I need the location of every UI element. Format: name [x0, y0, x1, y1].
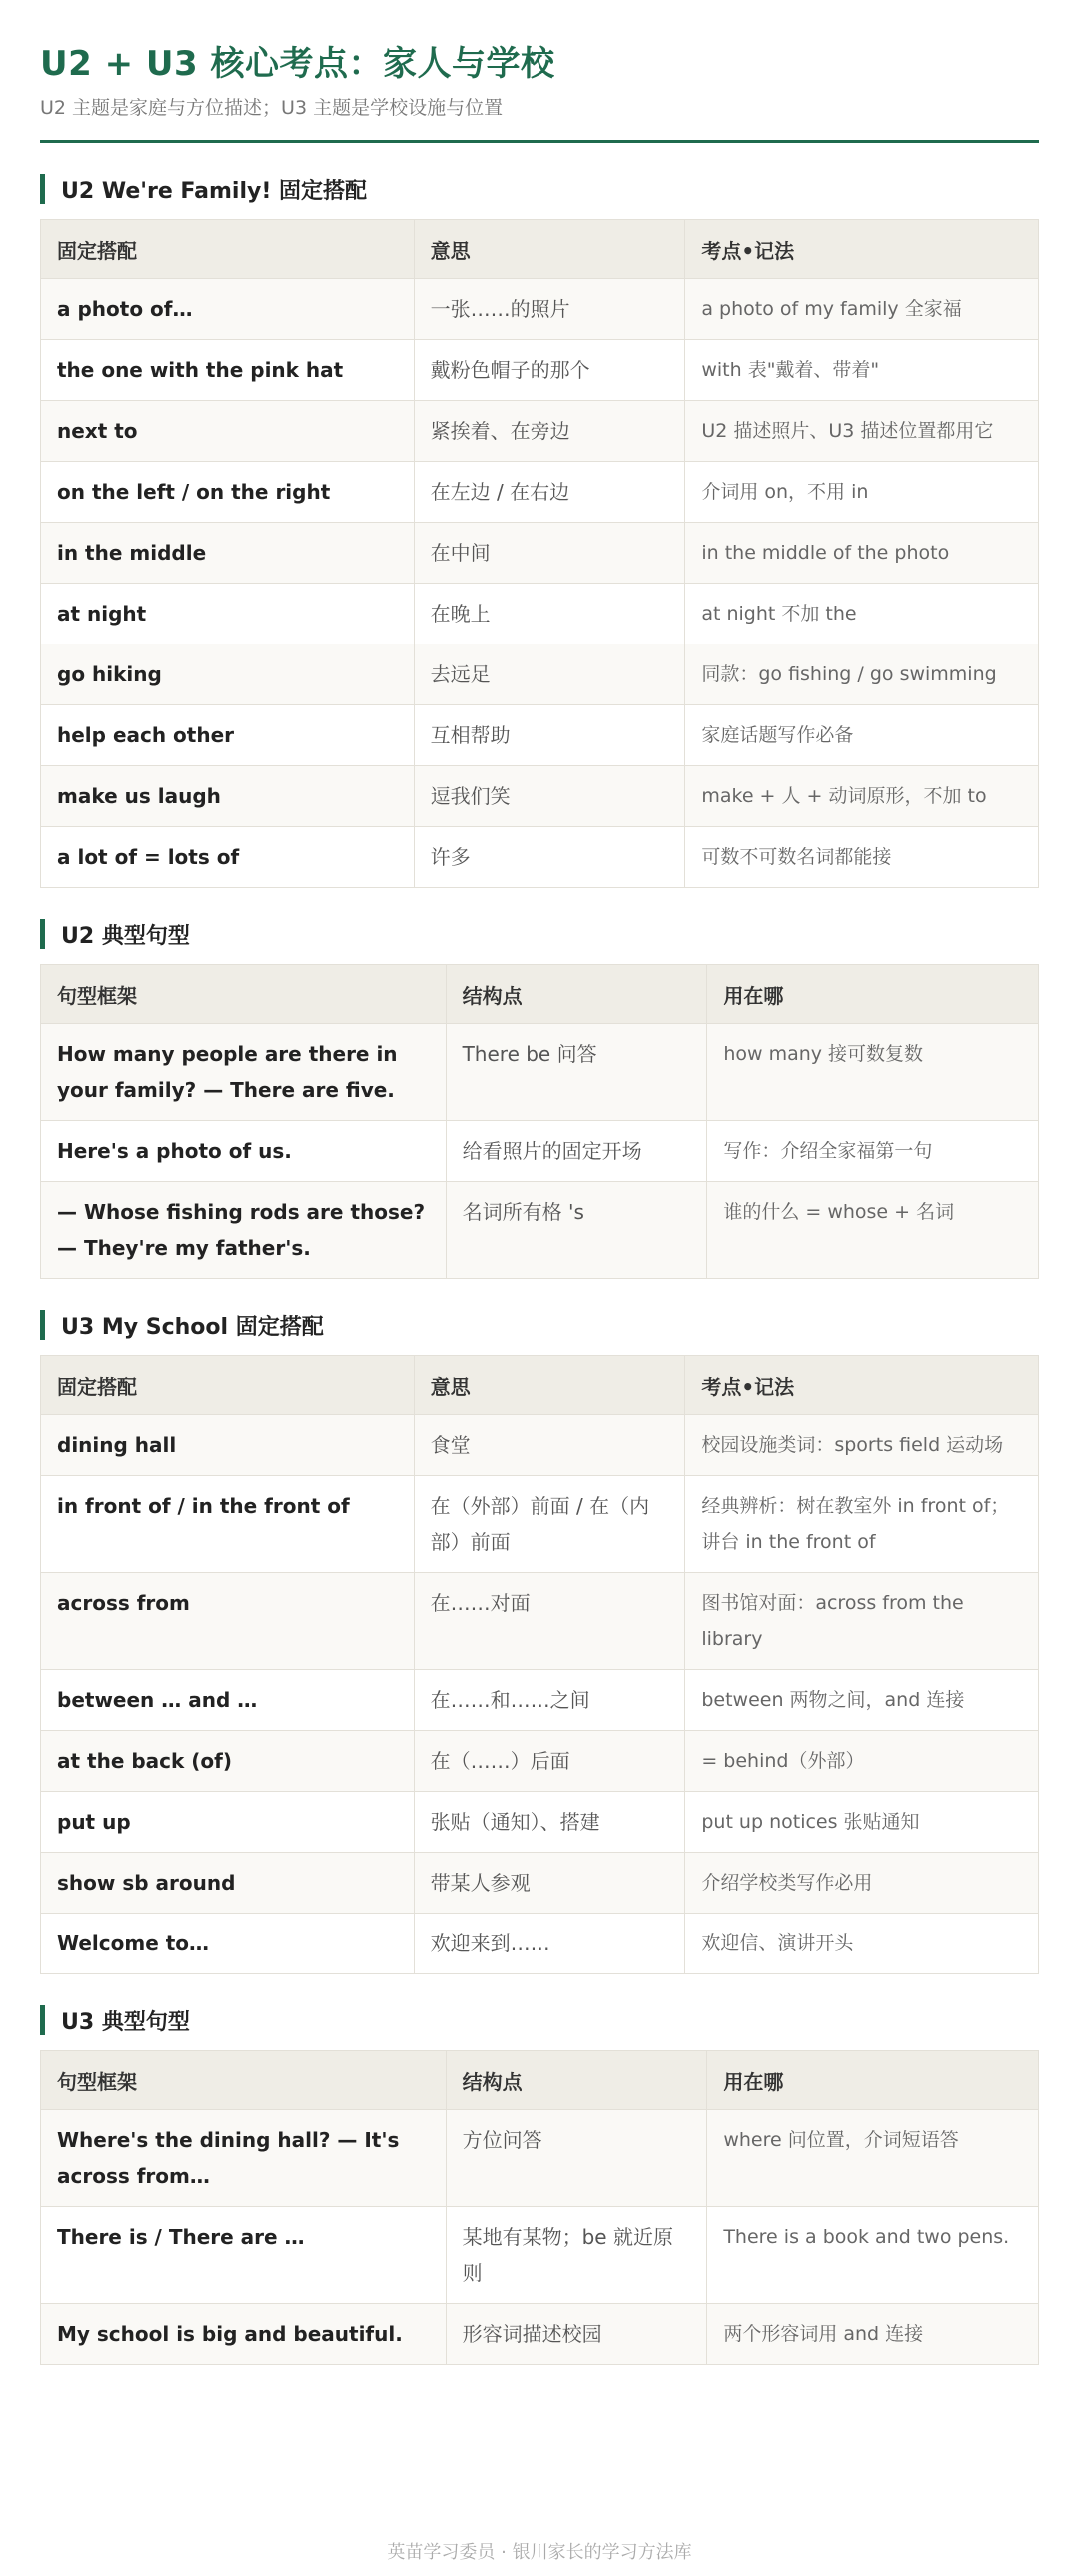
term-cell: put up — [41, 1792, 415, 1853]
section — [40, 173, 1039, 888]
term-cell: — Whose fishing rods are those? — They're my father's. — [41, 1182, 447, 1279]
note-cell: 图书馆对面：across from the library — [685, 1573, 1039, 1670]
table-row — [41, 644, 1039, 705]
table-row — [41, 584, 1039, 644]
meaning-cell: 在……和……之间 — [414, 1670, 685, 1731]
table-row — [41, 1853, 1039, 1914]
term-cell: on the left / on the right — [41, 462, 415, 523]
section-title: U3 典型句型 — [61, 2009, 190, 2035]
section-heading — [40, 1309, 1039, 1341]
table-row — [41, 523, 1039, 584]
column-header: 固定搭配 — [41, 1356, 415, 1415]
note-cell: 写作：介绍全家福第一句 — [707, 1121, 1039, 1182]
meaning-cell: 在（外部）前面 / 在（内部）前面 — [414, 1476, 685, 1573]
table-header-row — [41, 965, 1039, 1024]
table-row — [41, 766, 1039, 827]
meaning-cell: 给看照片的固定开场 — [446, 1121, 707, 1182]
column-header: 意思 — [414, 1356, 685, 1415]
table-row — [41, 1792, 1039, 1853]
meaning-cell: 逗我们笑 — [414, 766, 685, 827]
note-cell: 家庭话题写作必备 — [685, 705, 1039, 766]
table-row — [41, 827, 1039, 888]
meaning-cell: 去远足 — [414, 644, 685, 705]
note-cell: put up notices 张贴通知 — [685, 1792, 1039, 1853]
section-heading — [40, 2004, 1039, 2036]
meaning-cell: 名词所有格 's — [446, 1182, 707, 1279]
table-header-row — [41, 1356, 1039, 1415]
term-cell: across from — [41, 1573, 415, 1670]
meaning-cell: 欢迎来到…… — [414, 1914, 685, 1974]
section-title: U2 We're Family! 固定搭配 — [61, 178, 368, 204]
table-row — [41, 1731, 1039, 1792]
table-row — [41, 1024, 1039, 1121]
table-row — [41, 2110, 1039, 2207]
note-cell: make + 人 + 动词原形，不加 to — [685, 766, 1039, 827]
term-cell: in the middle — [41, 523, 415, 584]
note-cell: 谁的什么 = whose + 名词 — [707, 1182, 1039, 1279]
table-row — [41, 1121, 1039, 1182]
term-cell: at the back (of) — [41, 1731, 415, 1792]
meaning-cell: 食堂 — [414, 1415, 685, 1476]
section-title: U2 典型句型 — [61, 923, 190, 949]
term-cell: next to — [41, 401, 415, 462]
term-cell: How many people are there in your family? — There are five. — [41, 1024, 447, 1121]
section-accent-bar — [40, 174, 45, 204]
term-cell: There is / There are … — [41, 2207, 447, 2304]
meaning-cell: 一张……的照片 — [414, 279, 685, 340]
page-subtitle: U2 主题是家庭与方位描述；U3 主题是学校设施与位置 — [40, 97, 504, 119]
table-row — [41, 705, 1039, 766]
column-header: 考点•记法 — [685, 220, 1039, 279]
term-cell: Welcome to… — [41, 1914, 415, 1974]
section-accent-bar — [40, 2005, 45, 2035]
table-row — [41, 1670, 1039, 1731]
data-table — [40, 1355, 1039, 1974]
meaning-cell: 形容词描述校园 — [446, 2304, 707, 2365]
term-cell: between … and … — [41, 1670, 415, 1731]
meaning-cell: 紧挨着、在旁边 — [414, 401, 685, 462]
note-cell: 介词用 on，不用 in — [685, 462, 1039, 523]
table-row — [41, 1914, 1039, 1974]
column-header: 用在哪 — [707, 2051, 1039, 2110]
header-divider — [40, 140, 1039, 143]
note-cell: 校园设施类词：sports field 运动场 — [685, 1415, 1039, 1476]
note-cell: where 问位置，介词短语答 — [707, 2110, 1039, 2207]
meaning-cell: 在（……）后面 — [414, 1731, 685, 1792]
table-row — [41, 462, 1039, 523]
meaning-cell: 在左边 / 在右边 — [414, 462, 685, 523]
meaning-cell: 在中间 — [414, 523, 685, 584]
section — [40, 918, 1039, 1279]
note-cell: 两个形容词用 and 连接 — [707, 2304, 1039, 2365]
column-header: 考点•记法 — [685, 1356, 1039, 1415]
data-table — [40, 219, 1039, 888]
meaning-cell: 互相帮助 — [414, 705, 685, 766]
section — [40, 2004, 1039, 2365]
term-cell: the one with the pink hat — [41, 340, 415, 401]
meaning-cell: 许多 — [414, 827, 685, 888]
term-cell: make us laugh — [41, 766, 415, 827]
term-cell: a photo of… — [41, 279, 415, 340]
header — [40, 0, 1039, 143]
note-cell: how many 接可数复数 — [707, 1024, 1039, 1121]
note-cell: at night 不加 the — [685, 584, 1039, 644]
section-accent-bar — [40, 1310, 45, 1340]
column-header: 意思 — [414, 220, 685, 279]
term-cell: in front of / in the front of — [41, 1476, 415, 1573]
column-header: 句型框架 — [41, 965, 447, 1024]
table-row — [41, 1573, 1039, 1670]
page-title: U2 + U3 核心考点：家人与学校 — [40, 44, 555, 84]
column-header: 固定搭配 — [41, 220, 415, 279]
meaning-cell: 张贴（通知）、搭建 — [414, 1792, 685, 1853]
note-cell: 经典辨析：树在教室外 in front of；讲台 in the front of — [685, 1476, 1039, 1573]
meaning-cell: 在晚上 — [414, 584, 685, 644]
note-cell: 同款：go fishing / go swimming — [685, 644, 1039, 705]
table-row — [41, 1476, 1039, 1573]
term-cell: a lot of = lots of — [41, 827, 415, 888]
meaning-cell: 带某人参观 — [414, 1853, 685, 1914]
column-header: 句型框架 — [41, 2051, 447, 2110]
meaning-cell: 某地有某物；be 就近原则 — [446, 2207, 707, 2304]
note-cell: U2 描述照片、U3 描述位置都用它 — [685, 401, 1039, 462]
section — [40, 1309, 1039, 1974]
term-cell: go hiking — [41, 644, 415, 705]
table-row — [41, 401, 1039, 462]
meaning-cell: 方位问答 — [446, 2110, 707, 2207]
note-cell: = behind（外部） — [685, 1731, 1039, 1792]
section-accent-bar — [40, 919, 45, 949]
table-header-row — [41, 220, 1039, 279]
footer: 英苗学习委员 · 银川家长的学习方法库 — [387, 2542, 692, 2563]
meaning-cell: 在……对面 — [414, 1573, 685, 1670]
section-heading — [40, 173, 1039, 205]
section-title: U3 My School 固定搭配 — [61, 1314, 324, 1340]
term-cell: at night — [41, 584, 415, 644]
table-header-row — [41, 2051, 1039, 2110]
data-table — [40, 2050, 1039, 2365]
table-row — [41, 1182, 1039, 1279]
note-cell: a photo of my family 全家福 — [685, 279, 1039, 340]
data-table — [40, 964, 1039, 1279]
meaning-cell: 戴粉色帽子的那个 — [414, 340, 685, 401]
table-row — [41, 2207, 1039, 2304]
column-header: 结构点 — [446, 965, 707, 1024]
note-cell: between 两物之间，and 连接 — [685, 1670, 1039, 1731]
sections-container — [40, 173, 1039, 2365]
table-row — [41, 2304, 1039, 2365]
note-cell: 介绍学校类写作必用 — [685, 1853, 1039, 1914]
note-cell: with 表"戴着、带着" — [685, 340, 1039, 401]
term-cell: dining hall — [41, 1415, 415, 1476]
term-cell: show sb around — [41, 1853, 415, 1914]
note-cell: 可数不可数名词都能接 — [685, 827, 1039, 888]
term-cell: help each other — [41, 705, 415, 766]
note-cell: There is a book and two pens. — [707, 2207, 1039, 2304]
note-cell: in the middle of the photo — [685, 523, 1039, 584]
table-row — [41, 1415, 1039, 1476]
term-cell: My school is big and beautiful. — [41, 2304, 447, 2365]
table-row — [41, 340, 1039, 401]
column-header: 用在哪 — [707, 965, 1039, 1024]
table-row — [41, 279, 1039, 340]
note-cell: 欢迎信、演讲开头 — [685, 1914, 1039, 1974]
meaning-cell: There be 问答 — [446, 1024, 707, 1121]
section-heading — [40, 918, 1039, 950]
term-cell: Where's the dining hall? — It's across from… — [41, 2110, 447, 2207]
term-cell: Here's a photo of us. — [41, 1121, 447, 1182]
column-header: 结构点 — [446, 2051, 707, 2110]
